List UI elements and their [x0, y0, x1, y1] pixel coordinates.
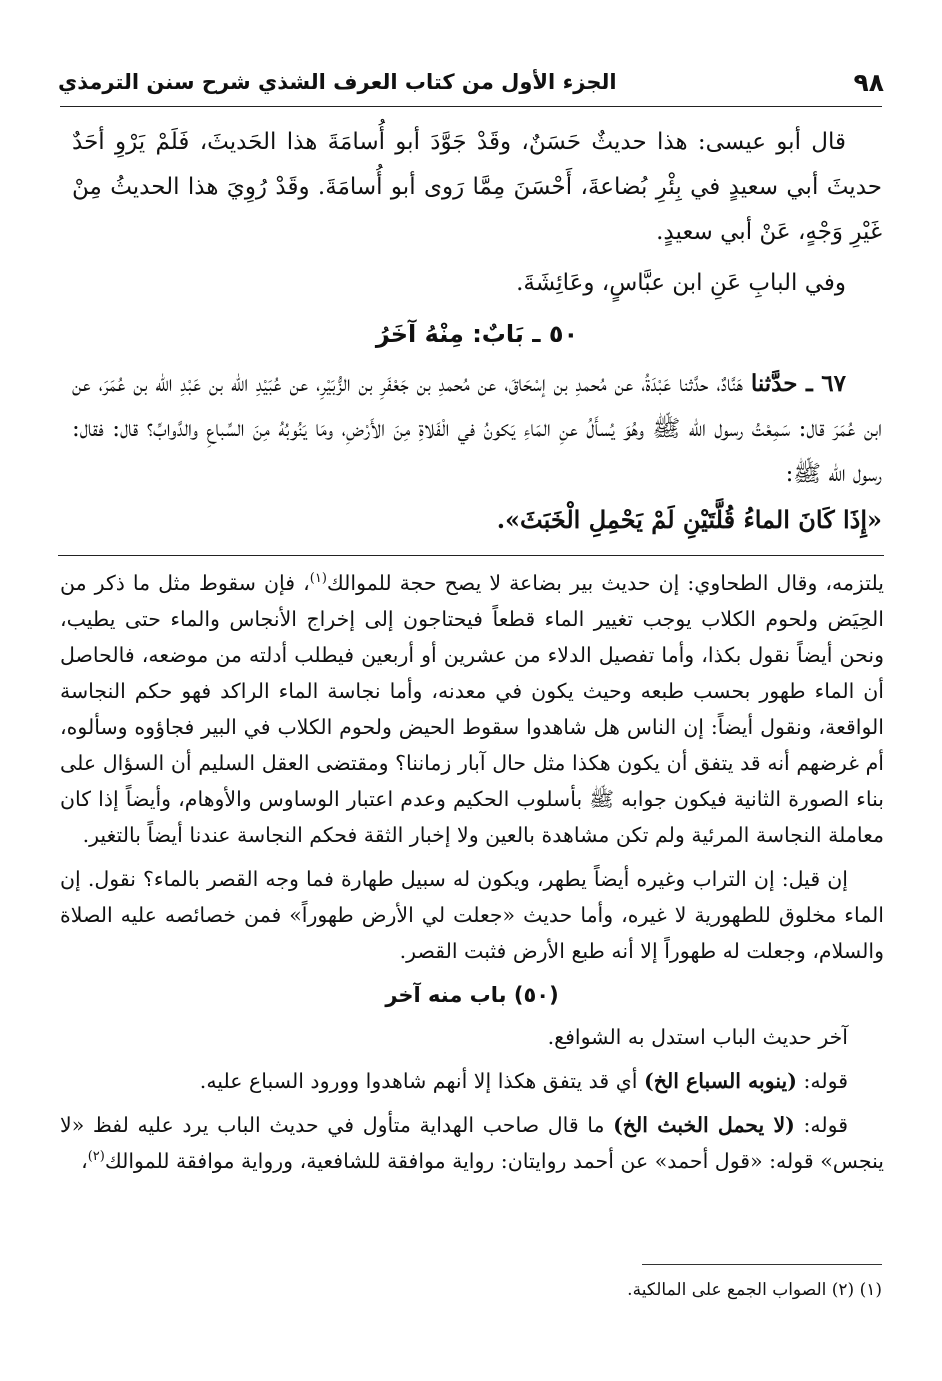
page-header — [58, 62, 884, 102]
chapter-heading: ٥٠ ـ بَابٌ: مِنْهُ آخَرُ — [375, 320, 579, 348]
commentary-heading: (٥٠) باب منه آخر — [385, 983, 559, 1007]
commentary-keyword: (لا يحمل الخبث الخ) — [613, 1113, 795, 1137]
text-separator — [58, 555, 884, 556]
commentary — [60, 565, 884, 1187]
header-rule — [60, 106, 882, 107]
main-paragraph: وفي البابِ عَنِ ابن عبَّاسٍ، وعَائِشَةَ. — [516, 270, 846, 296]
commentary-paragraph: آخر حديث الباب استدل به الشوافع. — [547, 1025, 848, 1049]
commentary-paragraph — [60, 565, 884, 853]
commentary-text: أي قد يتفق هكذا إلا أنهم شاهدوا وورود السباع عليه. — [199, 1069, 645, 1093]
footnote: (١) (٢) الصواب الجمع على المالكية. — [627, 1280, 882, 1300]
footnote-ref: (١) — [309, 571, 327, 587]
commentary-text: ما قال صاحب الهداية متأول في حديث الباب يرد عليه لفظ «لا ينجس» قوله: «قول أحمد» عن أحمد روايتان: رواية موافقة للشافعية، ورواية موافقة للموالك — [60, 1113, 884, 1173]
commentary-text: قوله: — [796, 1069, 848, 1093]
commentary-paragraph — [60, 1063, 884, 1099]
footnote-rule — [642, 1264, 882, 1265]
main-text — [72, 120, 882, 550]
commentary-paragraph — [60, 1107, 884, 1179]
main-paragraph: قال أبو عيسى: هذا حديثٌ حَسَنٌ، وقَدْ جَوَّدَ أبو أُسامَةَ هذا الحَديثَ، فَلَمْ يَرْوِ أحَدٌ حديثَ أبي سعيدٍ في بِئْرِ بُضاعةَ، أَحْسَنَ مِمَّا رَوى أبو أُسامَةَ. وقَدْ رُوِيَ هذا الحديثُ مِنْ غَيْرِ وَجْهٍ، عَنْ أبي سعيدٍ. — [72, 129, 882, 245]
running-title: الجزء الأول من كتاب العرف الشذي شرح سنن الترمذي — [58, 70, 617, 94]
commentary-text: يلتزمه، وقال الطحاوي: إن حديث بير بضاعة لا يصح حجة للموالك — [326, 571, 884, 595]
commentary-text: ، فإن سقوط مثل ما ذكر من الحِيَض ولحوم الكلاب يوجب تغيير الماء قطعاً فيحتاجون إلى إخراج الأنجاس والماء حتى يطيب، ونحن أيضاً نقول بكذا، وأما تفصيل الدلاء من عشرين أو أربعين فيطلب أدلته من موضعه، فالحاصل أن الماء طهور بحسب طبعه وحيث يكون في معدنه، وأما نجاسة الماء الراكد فهو حكم النجاسة الواقعة، ونقول أيضاً: إن الناس هل شاهدوا سقوط الحيض ولحوم الكلاب في البير فجاؤوه وسألوه، أم غرضهم أنه قد يتفق أن يكون هكذا مثل حال آبار زماننا؟ ومقتضى العقل السليم أن السؤال على بناء الصورة الثانية فيكون جوابه ﷺ بأسلوب الحكيم وعدم اعتبار الوساوس والأوهام، وأيضاً إذا كان معاملة النجاسة المرئية ولم تكن مشاهدة بالعين ولا إخبار الثقة فحكم النجاسة عندنا أيضاً بالتغير. — [60, 571, 884, 847]
hadith-paragraph — [72, 361, 882, 544]
commentary-keyword: (ينوبه السباع الخ) — [644, 1069, 797, 1093]
commentary-text: ، — [81, 1149, 88, 1173]
hadith-lead: ٦٧ ـ حدَّثنا — [750, 370, 846, 397]
page-number: ٩٨ — [853, 67, 884, 97]
commentary-paragraph: إن قيل: إن التراب وغيره أيضاً يطهر، ويكون له سبيل طهارة فما وجه القصر بالماء؟ نقول. إن الماء مخلوق للطهورية لا غيره، وأما حديث «جعلت لي الأرض طهوراً» فمن خصائصه عليه الصلاة والسلام، وجعلت له طهوراً إلا أنه طبع الأرض فثبت القصر. — [60, 867, 884, 963]
footnote-ref: (٢) — [87, 1149, 105, 1165]
hadith-body: هَنَّادٌ، حدَّثنا عَبْدَةُ، عن مُحمدِ بن إسْحَاقَ، عن مُحمدِ بن جَعْفَرِ بن الزُّبَيْرِ، عن عُبَيْدِ الله بن عَبْدِ الله بن عُمَرَ، عن ابن عُمَرَ قال: سَمِعْتُ رسول الله ﷺ وهُوَ يُسأَلُ عنِ المَاءِ يَكونُ في الْفَلاةِ مِنَ الأَرْضِ، ومَا يَنُوبُهُ مِنَ السِّباعِ والدَّوابِّ؟ قال: فقال: رسول الله ﷺ: — [72, 371, 882, 487]
hadith-quote: «إِذَا كَانَ الماءُ قُلَّتَيْنِ لَمْ يَحْمِلِ الْخَبَثَ». — [496, 505, 882, 534]
commentary-text: قوله: — [794, 1113, 848, 1137]
